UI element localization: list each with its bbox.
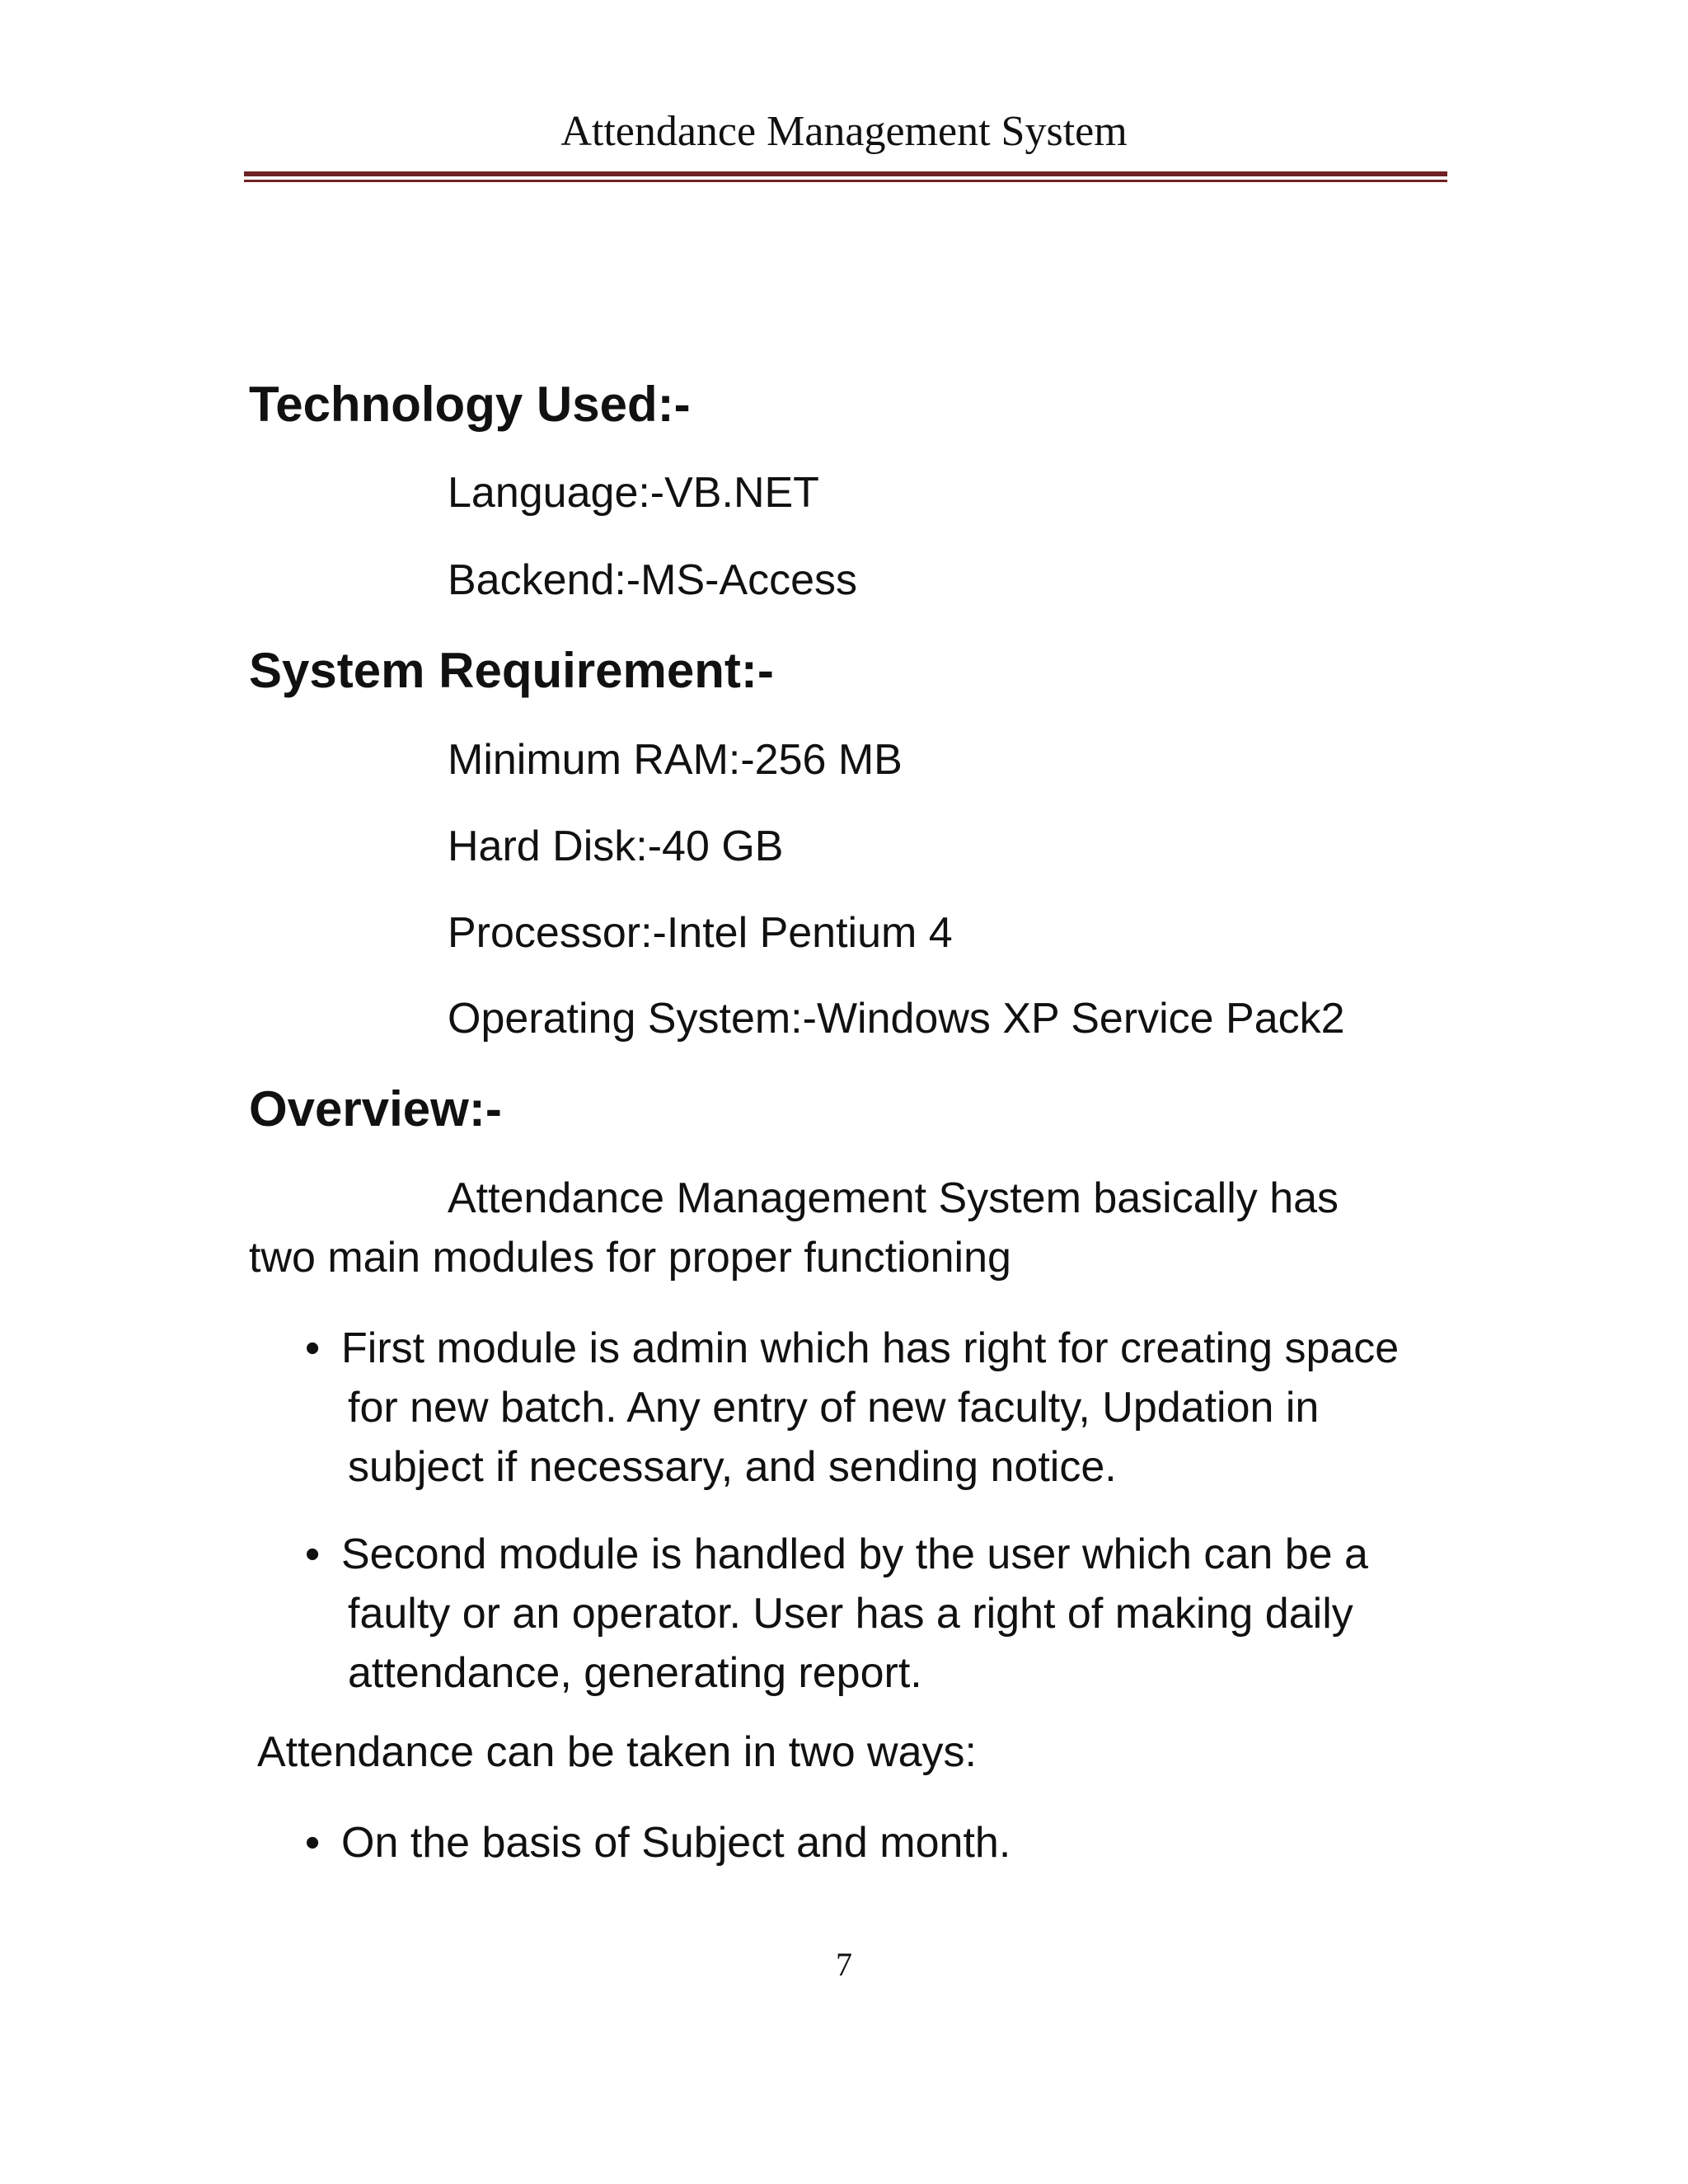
attendance-way-bullet-subject-month <box>305 1813 1459 1872</box>
overview-intro-line-2: two main modules for proper functioning <box>249 1234 1011 1282</box>
bullet-line: Second module is handled by the user which can be a <box>341 1530 1368 1578</box>
bullet-dot: • <box>305 1324 321 1372</box>
overview-bullet-user <box>305 1525 1459 1703</box>
header-rule-thin <box>244 180 1447 182</box>
bullet-line: subject if necessary, and sending notice. <box>348 1443 1117 1491</box>
technology-item-language: Language:-VB.NET <box>448 469 819 517</box>
header-rule-thick <box>244 171 1447 176</box>
bullet-dot: • <box>305 1530 321 1578</box>
bullet-line: First module is admin which has right for creating space <box>341 1324 1400 1372</box>
bullet-line: attendance, generating report. <box>348 1649 922 1697</box>
bullet-line: On the basis of Subject and month. <box>341 1819 1011 1867</box>
page-header-title: Attendance Management System <box>560 108 1128 155</box>
technology-heading: Technology Used:- <box>249 377 691 432</box>
bullet-text <box>341 1319 1459 1497</box>
attendance-ways-text: Attendance can be taken in two ways: <box>257 1728 977 1776</box>
overview-intro-line-1: Attendance Management System basically has <box>448 1174 1339 1222</box>
page-number: 7 <box>836 1946 852 1983</box>
bullet-text <box>341 1813 1459 1872</box>
bullet-line: for new batch. Any entry of new faculty, Updation in <box>348 1384 1320 1432</box>
bullet-text <box>341 1525 1459 1703</box>
requirement-item-processor: Processor:-Intel Pentium 4 <box>448 909 953 957</box>
requirement-item-os: Operating System:-Windows XP Service Pack2 <box>448 995 1345 1043</box>
overview-bullet-admin <box>305 1319 1459 1497</box>
overview-heading: Overview:- <box>249 1081 502 1137</box>
requirement-item-ram: Minimum RAM:-256 MB <box>448 736 903 784</box>
requirement-item-hard-disk: Hard Disk:-40 GB <box>448 823 784 870</box>
bullet-line: faulty or an operator. User has a right of making daily <box>348 1590 1353 1638</box>
technology-item-backend: Backend:-MS-Access <box>448 556 858 604</box>
bullet-dot: • <box>305 1819 321 1867</box>
header-rule <box>244 171 1447 183</box>
requirements-heading: System Requirement:- <box>249 643 774 698</box>
